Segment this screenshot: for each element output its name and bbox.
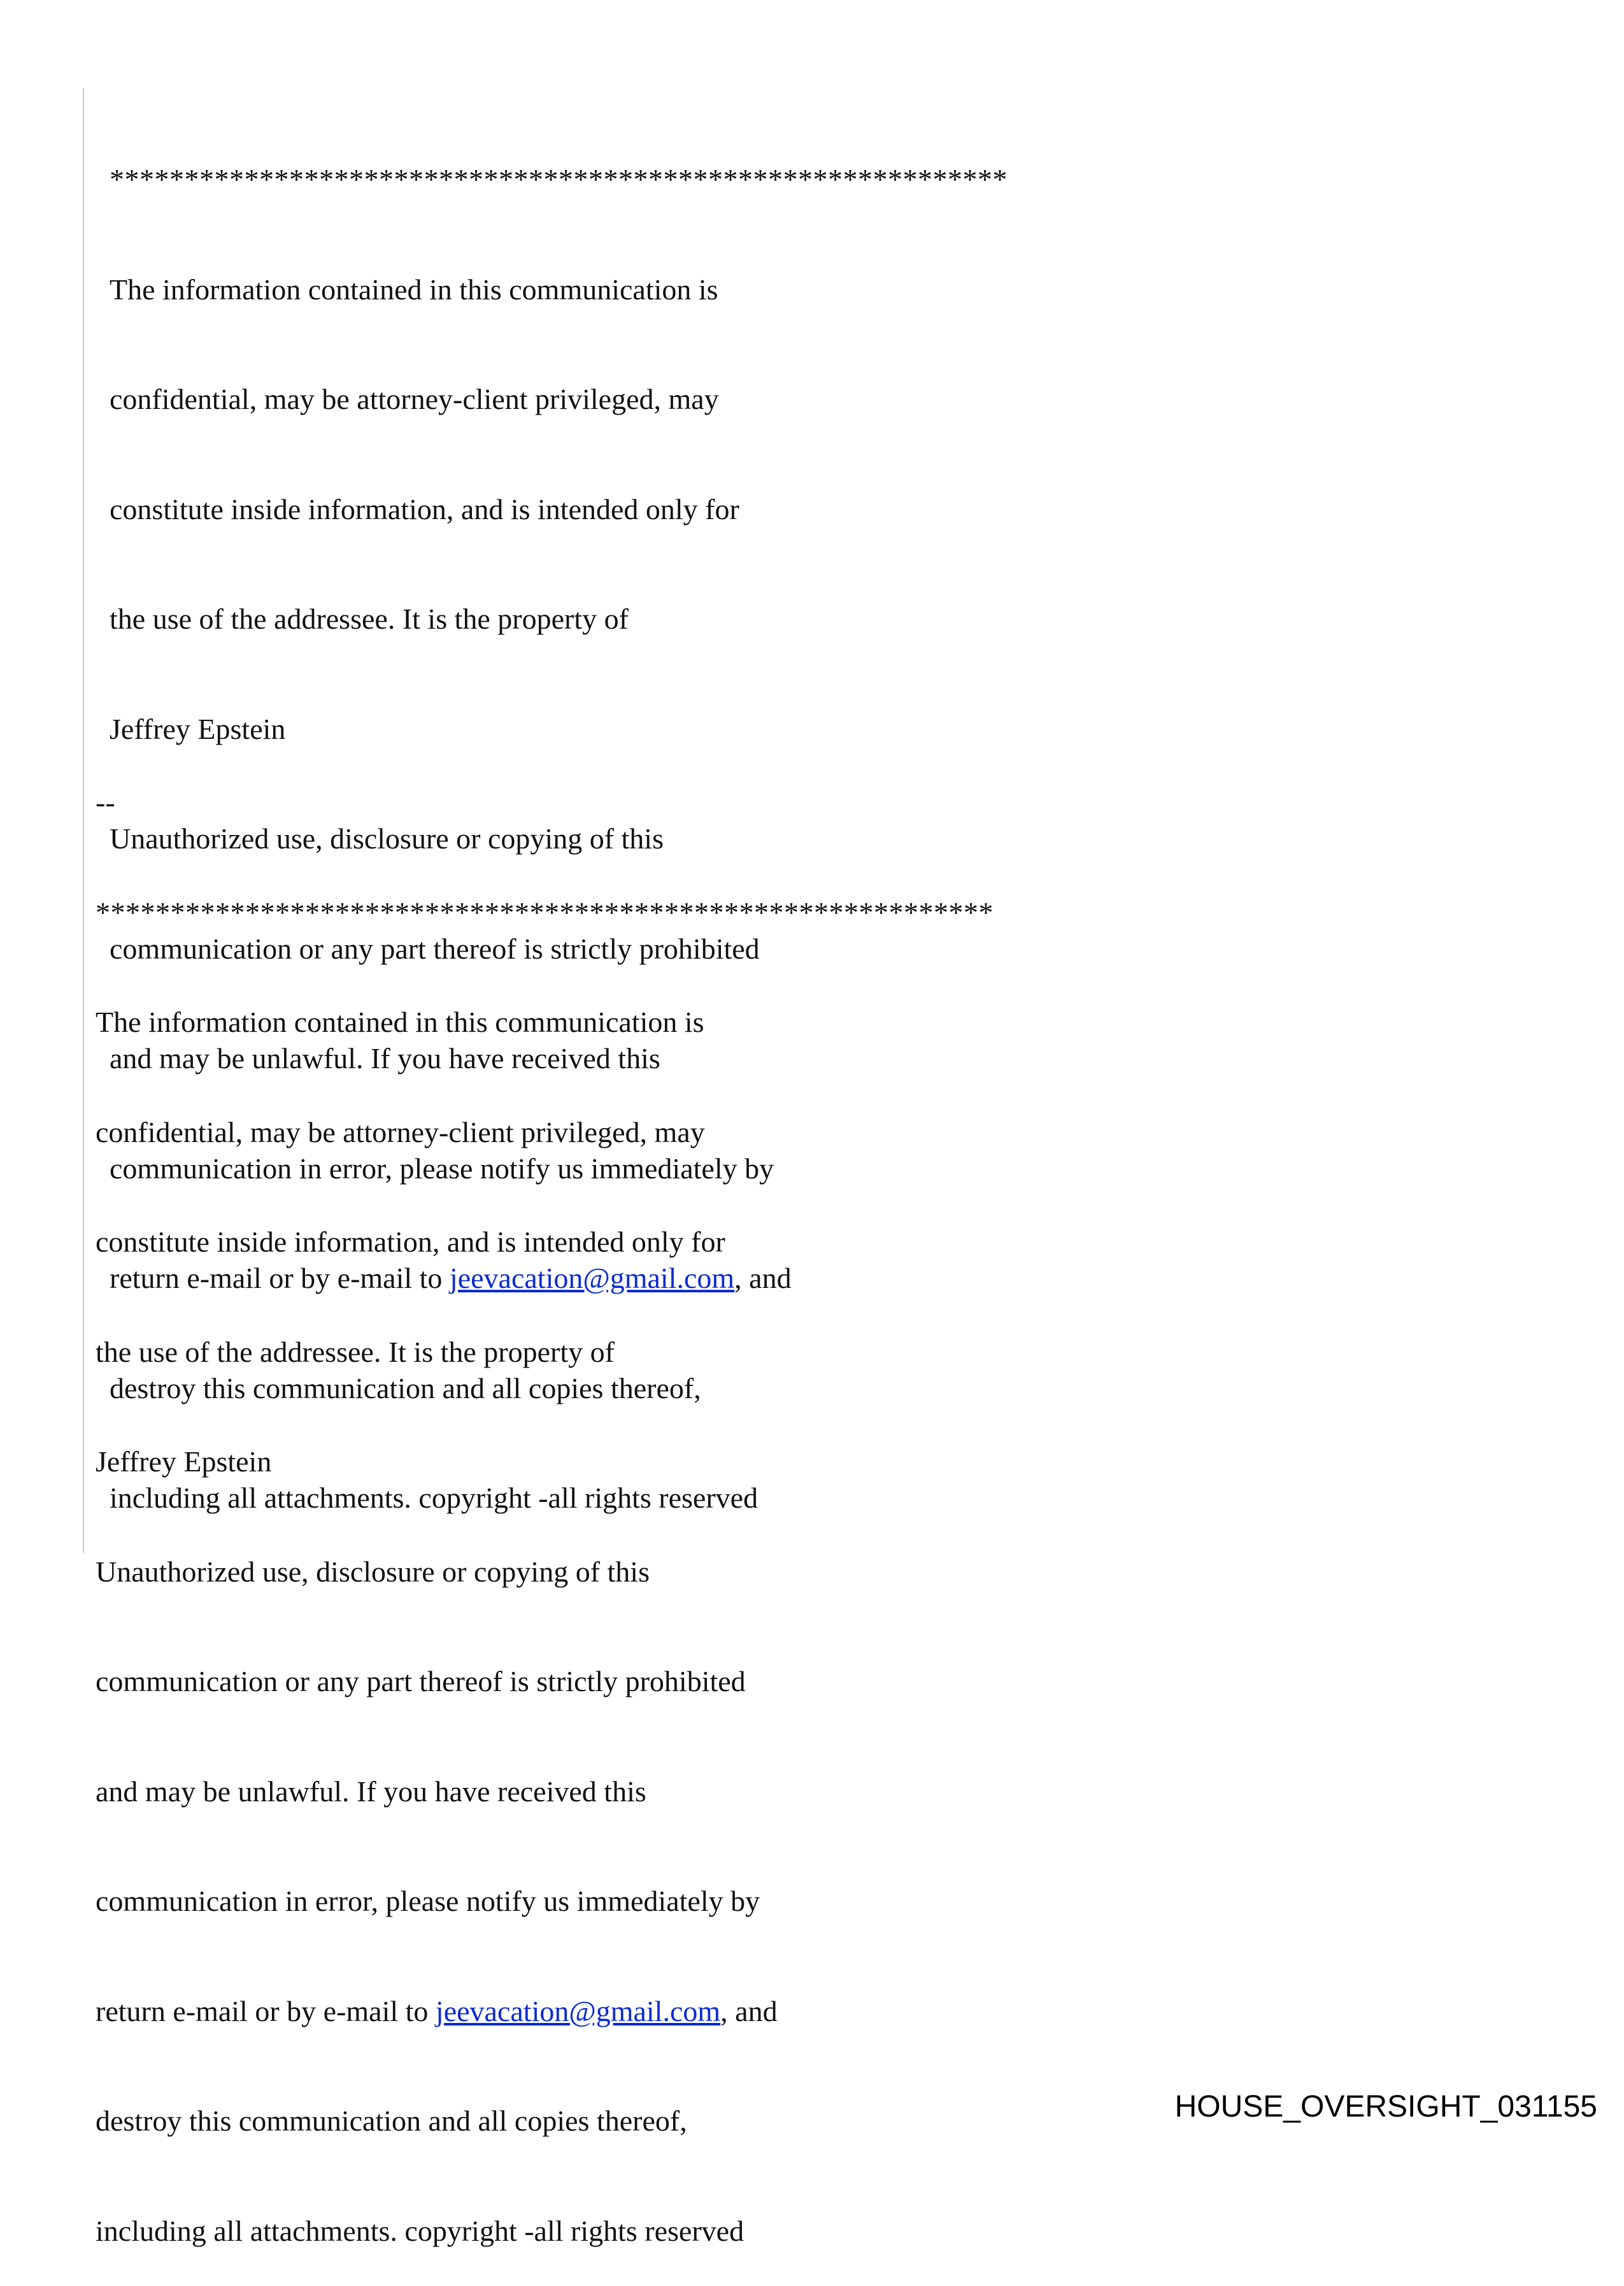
signature-disclaimer [96, 711, 994, 2286]
disclaimer-line: The information contained in this communication is [110, 273, 718, 306]
disclaimer-line: Unauthorized use, disclosure or copying of this [110, 822, 664, 855]
disclaimer-line: constitute inside information, and is intended only for [110, 492, 739, 525]
disclaimer-line: Jeffrey Epstein [110, 712, 286, 745]
disclaimer-line: and may be unlawful. If you have received this [96, 1775, 646, 1808]
disclaimer-line: the use of the addressee. It is the property of [96, 1335, 615, 1368]
disclaimer-line: constitute inside information, and is intended only for [96, 1225, 725, 1258]
disclaimer-line: confidential, may be attorney-client privileged, may [96, 1115, 705, 1148]
email-line-prefix: return e-mail or by e-mail to [96, 1994, 436, 2027]
disclaimer-line: Unauthorized use, disclosure or copying of this [96, 1555, 650, 1588]
disclaimer-line: communication or any part thereof is strictly prohibited [96, 1665, 746, 1697]
asterisk-divider: ************************************************************ [96, 896, 994, 929]
email-line-suffix: , and [720, 1994, 778, 2027]
disclaimer-line: communication in error, please notify us immediately by [96, 1885, 760, 1917]
email-line-suffix: , and [734, 1262, 792, 1294]
document-id: HOUSE_OVERSIGHT_031155 [1174, 2090, 1597, 2124]
disclaimer-line: including all attachments. copyright -all rights reserved [96, 2214, 744, 2247]
disclaimer-line: The information contained in this communication is [96, 1006, 704, 1038]
email-link[interactable]: jeevacation@gmail.com [449, 1262, 735, 1294]
email-link[interactable]: jeevacation@gmail.com [435, 1994, 721, 2027]
disclaimer-line: the use of the addressee. It is the property of [110, 603, 629, 635]
signature-separator: -- [96, 786, 115, 818]
disclaimer-line: destroy this communication and all copies thereof, [96, 2104, 687, 2137]
asterisk-divider: ************************************************************ [110, 163, 1008, 196]
email-line-prefix: return e-mail or by e-mail to [110, 1262, 450, 1294]
disclaimer-line: communication in error, please notify us immediately by [110, 1152, 774, 1185]
disclaimer-line: confidential, may be attorney-client privileged, may [110, 383, 719, 415]
disclaimer-line: and may be unlawful. If you have received this [110, 1042, 660, 1075]
disclaimer-line: destroy this communication and all copies thereof, [110, 1371, 701, 1404]
disclaimer-line: communication or any part thereof is strictly prohibited [110, 932, 760, 965]
disclaimer-email-line [96, 1993, 994, 2030]
disclaimer-line: including all attachments. copyright -all rights reserved [110, 1482, 759, 1514]
disclaimer-line: Jeffrey Epstein [96, 1445, 272, 1478]
